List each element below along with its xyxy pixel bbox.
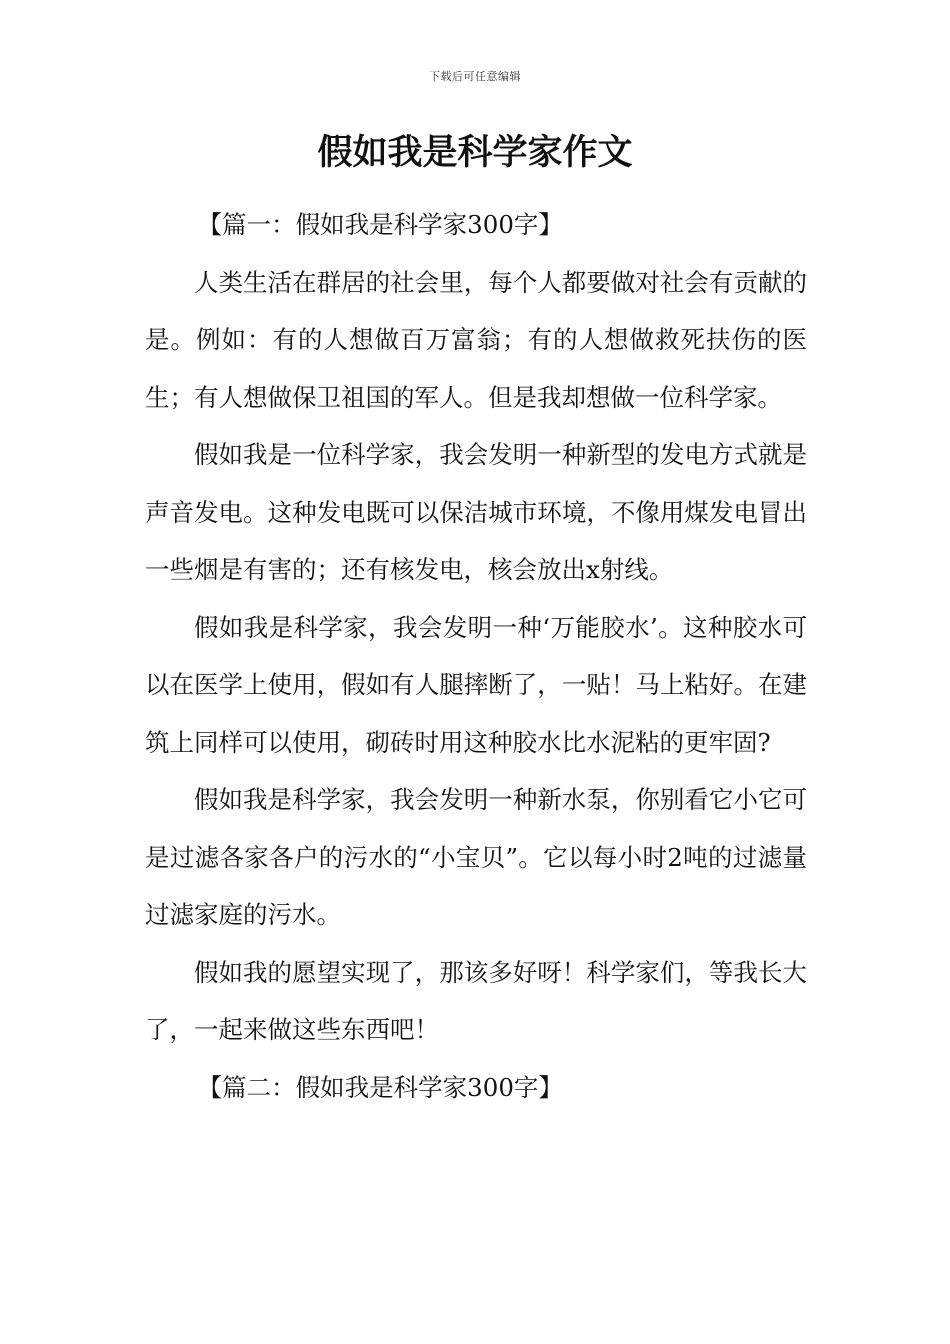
document-title: 假如我是科学家作文 xyxy=(317,133,633,173)
paragraph: 人类生活在群居的社会里，每个人都要做对社会有贡献的是。例如：有的人想做百万富翁；有的人想做救死扶伤的医生；有人想做保卫祖国的军人。但是我却想做一位科学家。 xyxy=(145,267,807,412)
document-body xyxy=(145,196,807,1116)
paragraph: 假如我是科学家，我会发明一种‘万能胶水’。这种胶水可以在医学上使用，假如有人腿摔断了，一贴！马上粘好。在建筑上同样可以使用，砌砖时用这种胶水比水泥粘的更牢固? xyxy=(145,612,807,757)
header-note: 下载后可任意编辑 xyxy=(429,70,521,83)
section-heading-1: 【篇一：假如我是科学家300字】 xyxy=(197,210,563,239)
section-heading-2: 【篇二：假如我是科学家300字】 xyxy=(197,1072,563,1102)
paragraph: 假如我的愿望实现了，那该多好呀！科学家们，等我长大了，一起来做这些东西吧！ xyxy=(145,957,807,1044)
paragraph: 假如我是一位科学家，我会发明一种新型的发电方式就是声音发电。这种发电既可以保洁城市环境，不像用煤发电冒出一些烟是有害的；还有核发电，核会放出x射线。 xyxy=(145,440,807,584)
paragraph: 假如我是科学家，我会发明一种新水泵，你别看它小它可是过滤各家各户的污水的“小宝贝”。它以每小时2吨的过滤量过滤家庭的污水。 xyxy=(145,785,807,929)
